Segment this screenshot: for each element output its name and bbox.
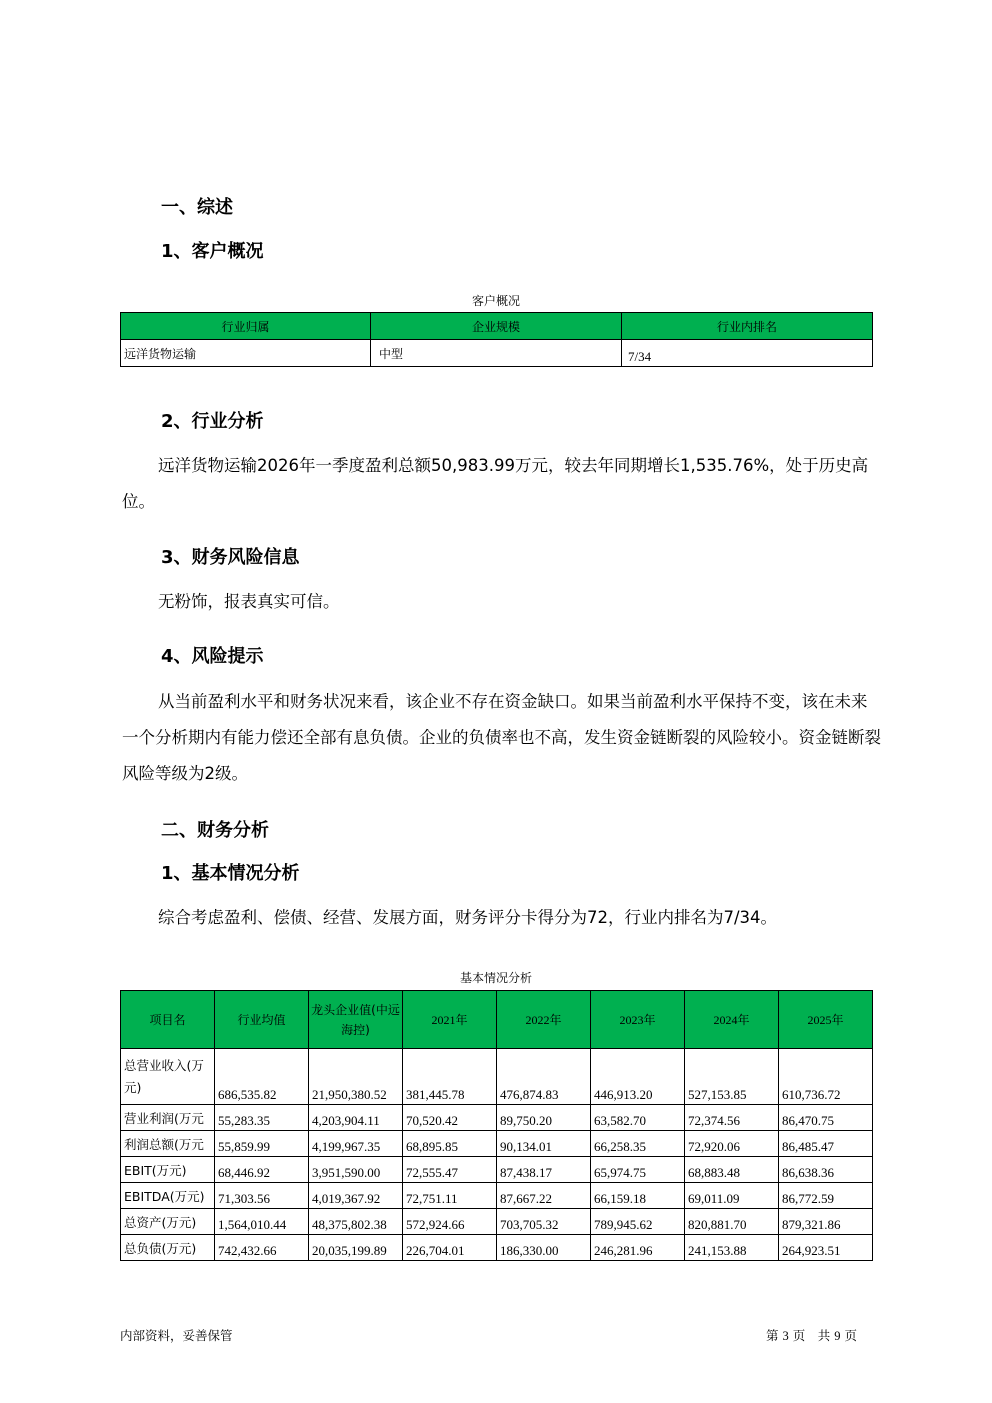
table-row (121, 1209, 873, 1235)
value-cell: 87,438.17 (497, 1157, 591, 1183)
value-cell: 527,153.85 (685, 1049, 779, 1105)
value-cell: 55,859.99 (215, 1131, 309, 1157)
basic-table-header: 2021年 (403, 991, 497, 1049)
value-cell: 703,705.32 (497, 1209, 591, 1235)
rank-cell: 7/34 (622, 340, 873, 367)
row-label-cell: 营业利润(万元 (121, 1105, 215, 1131)
value-cell: 86,772.59 (779, 1183, 873, 1209)
basic-table-header: 行业均值 (215, 991, 309, 1049)
value-cell: 90,134.01 (497, 1131, 591, 1157)
table-row (121, 1131, 873, 1157)
industry-cell: 远洋货物运输 (121, 340, 371, 367)
value-cell: 66,258.35 (591, 1131, 685, 1157)
value-cell: 446,913.20 (591, 1049, 685, 1105)
customer-table-header: 企业规模 (371, 313, 622, 340)
value-cell: 572,924.66 (403, 1209, 497, 1235)
value-cell: 71,303.56 (215, 1183, 309, 1209)
value-cell: 3,951,590.00 (309, 1157, 403, 1183)
page-number: 第 3 页 共 9 页 (766, 1328, 857, 1343)
value-cell: 610,736.72 (779, 1049, 873, 1105)
subheading-customer-overview: 1、客户概况 (161, 241, 264, 262)
value-cell: 789,945.62 (591, 1209, 685, 1235)
row-label-cell: EBITDA(万元) (121, 1183, 215, 1209)
table-row (121, 1235, 873, 1261)
value-cell: 20,035,199.89 (309, 1235, 403, 1261)
value-cell: 879,321.86 (779, 1209, 873, 1235)
footer-note: 内部资料，妥善保管 (120, 1328, 233, 1343)
value-cell: 87,667.22 (497, 1183, 591, 1209)
basic-table-header: 2024年 (685, 991, 779, 1049)
row-label-cell: EBIT(万元) (121, 1157, 215, 1183)
industry-analysis-paragraph: 远洋货物运输2026年一季度盈利总额50,983.99万元，较去年同期增长1,535.76%，处于历史高位。 (122, 456, 869, 511)
value-cell: 72,555.47 (403, 1157, 497, 1183)
subheading-basic-analysis: 1、基本情况分析 (161, 863, 300, 884)
section-heading-financial-analysis: 二、财务分析 (161, 820, 269, 841)
value-cell: 70,520.42 (403, 1105, 497, 1131)
basic-table-header: 2022年 (497, 991, 591, 1049)
value-cell: 226,704.01 (403, 1235, 497, 1261)
customer-table-header: 行业归属 (121, 313, 371, 340)
value-cell: 1,564,010.44 (215, 1209, 309, 1235)
value-cell: 68,883.48 (685, 1157, 779, 1183)
value-cell: 186,330.00 (497, 1235, 591, 1261)
value-cell: 4,199,967.35 (309, 1131, 403, 1157)
basic-table-header: 项目名 (121, 991, 215, 1049)
value-cell: 72,920.06 (685, 1131, 779, 1157)
value-cell: 86,638.36 (779, 1157, 873, 1183)
scale-cell: 中型 (371, 340, 622, 367)
row-label-cell: 总营业收入(万元) (121, 1049, 215, 1105)
row-label-cell: 利润总额(万元 (121, 1131, 215, 1157)
value-cell: 264,923.51 (779, 1235, 873, 1261)
row-label-cell: 总负债(万元) (121, 1235, 215, 1261)
value-cell: 86,470.75 (779, 1105, 873, 1131)
financial-risk-paragraph: 无粉饰，报表真实可信。 (158, 592, 340, 611)
value-cell: 381,445.78 (403, 1049, 497, 1105)
subheading-industry-analysis: 2、行业分析 (161, 411, 264, 432)
basic-table-header: 龙头企业值(中远海控) (309, 991, 403, 1049)
customer-table (120, 312, 873, 367)
value-cell: 742,432.66 (215, 1235, 309, 1261)
basic-table-header: 2023年 (591, 991, 685, 1049)
subheading-financial-risk-info: 3、财务风险信息 (161, 547, 300, 568)
value-cell: 476,874.83 (497, 1049, 591, 1105)
value-cell: 65,974.75 (591, 1157, 685, 1183)
value-cell: 4,203,904.11 (309, 1105, 403, 1131)
value-cell: 66,159.18 (591, 1183, 685, 1209)
value-cell: 68,895.85 (403, 1131, 497, 1157)
value-cell: 686,535.82 (215, 1049, 309, 1105)
value-cell: 241,153.88 (685, 1235, 779, 1261)
customer-table-caption: 客户概况 (471, 294, 520, 308)
value-cell: 820,881.70 (685, 1209, 779, 1235)
value-cell: 4,019,367.92 (309, 1183, 403, 1209)
value-cell: 68,446.92 (215, 1157, 309, 1183)
basic-analysis-paragraph: 综合考虑盈利、偿债、经营、发展方面，财务评分卡得分为72，行业内排名为7/34。 (158, 908, 778, 927)
row-label-cell: 总资产(万元) (121, 1209, 215, 1235)
basic-analysis-table (120, 990, 873, 1261)
value-cell: 86,485.47 (779, 1131, 873, 1157)
basic-table-caption: 基本情况分析 (459, 971, 532, 985)
value-cell: 72,751.11 (403, 1183, 497, 1209)
value-cell: 21,950,380.52 (309, 1049, 403, 1105)
customer-table-header: 行业内排名 (622, 313, 873, 340)
table-row (121, 1105, 873, 1131)
basic-table-header: 2025年 (779, 991, 873, 1049)
table-row (121, 1183, 873, 1209)
table-row (121, 1049, 873, 1105)
value-cell: 63,582.70 (591, 1105, 685, 1131)
value-cell: 72,374.56 (685, 1105, 779, 1131)
value-cell: 246,281.96 (591, 1235, 685, 1261)
value-cell: 89,750.20 (497, 1105, 591, 1131)
value-cell: 48,375,802.38 (309, 1209, 403, 1235)
table-row (121, 1157, 873, 1183)
subheading-risk-tip: 4、风险提示 (161, 646, 264, 667)
risk-tip-paragraph: 从当前盈利水平和财务状况来看，该企业不存在资金缺口。如果当前盈利水平保持不变，该在未来一个分析期内有能力偿还全部有息负债。企业的负债率也不高，发生资金链断裂的风险较小。资金链断裂风险等级为2级。 (122, 692, 881, 783)
section-heading-overview: 一、综述 (161, 197, 233, 218)
value-cell: 55,283.35 (215, 1105, 309, 1131)
value-cell: 69,011.09 (685, 1183, 779, 1209)
